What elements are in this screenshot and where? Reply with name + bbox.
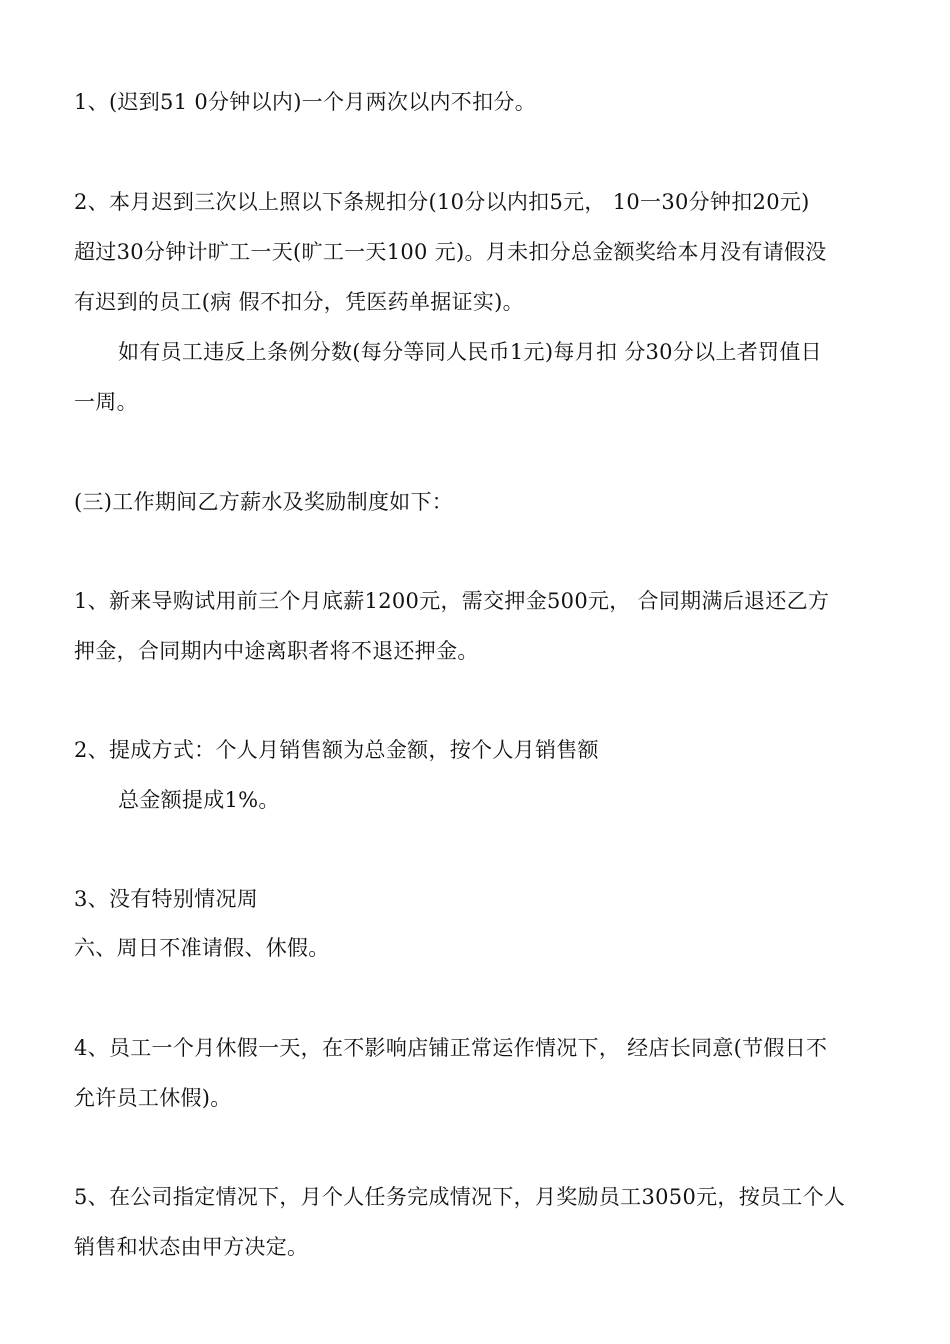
rule-late-deduction-line-2: 超过30分钟计旷工一天(旷工一天100 元)。月未扣分总金额奖给本月没有请假没 (74, 240, 827, 264)
salary-rule-2-line-2: 总金额提成1%。 (118, 788, 280, 812)
salary-rule-2-line-1: 2、提成方式：个人月销售额为总金额，按个人月销售额 (74, 738, 599, 762)
salary-rule-3-line-1: 3、没有特别情况周 (74, 887, 259, 911)
salary-rule-4-line-1: 4、员工一个月休假一天，在不影响店铺正常运作情况下， 经店长同意(节假日不 (74, 1036, 828, 1060)
rule-late-deduction-line-3: 有迟到的员工(病 假不扣分，凭医药单据证实)。 (74, 290, 524, 314)
salary-rule-5-line-2: 销售和状态由甲方决定。 (74, 1235, 309, 1259)
rule-late-deduction-line-1: 2、本月迟到三次以上照以下条规扣分(10分以内扣5元， 10一30分钟扣20元) (74, 190, 810, 214)
violation-note-line-1: 如有员工违反上条例分数(每分等同人民币1元)每月扣 分30分以上者罚值日 (118, 340, 822, 364)
salary-rule-4-line-2: 允许员工休假)。 (74, 1086, 232, 1110)
section-heading-salary: (三)工作期间乙方薪水及奖励制度如下： (74, 490, 454, 514)
salary-rule-1-line-1: 1、新来导购试用前三个月底薪1200元，需交押金500元， 合同期满后退还乙方 (74, 589, 830, 613)
salary-rule-5-line-1: 5、在公司指定情况下，月个人任务完成情况下，月奖励员工3050元，按员工个人 (74, 1185, 846, 1209)
salary-rule-3-line-2: 六、周日不准请假、休假。 (74, 936, 330, 960)
rule-late-within-10min: 1、(迟到51 0分钟以内)一个月两次以内不扣分。 (74, 90, 537, 114)
salary-rule-1-line-2: 押金，合同期内中途离职者将不退还押金。 (74, 639, 479, 663)
violation-note-line-2: 一周。 (74, 390, 138, 414)
